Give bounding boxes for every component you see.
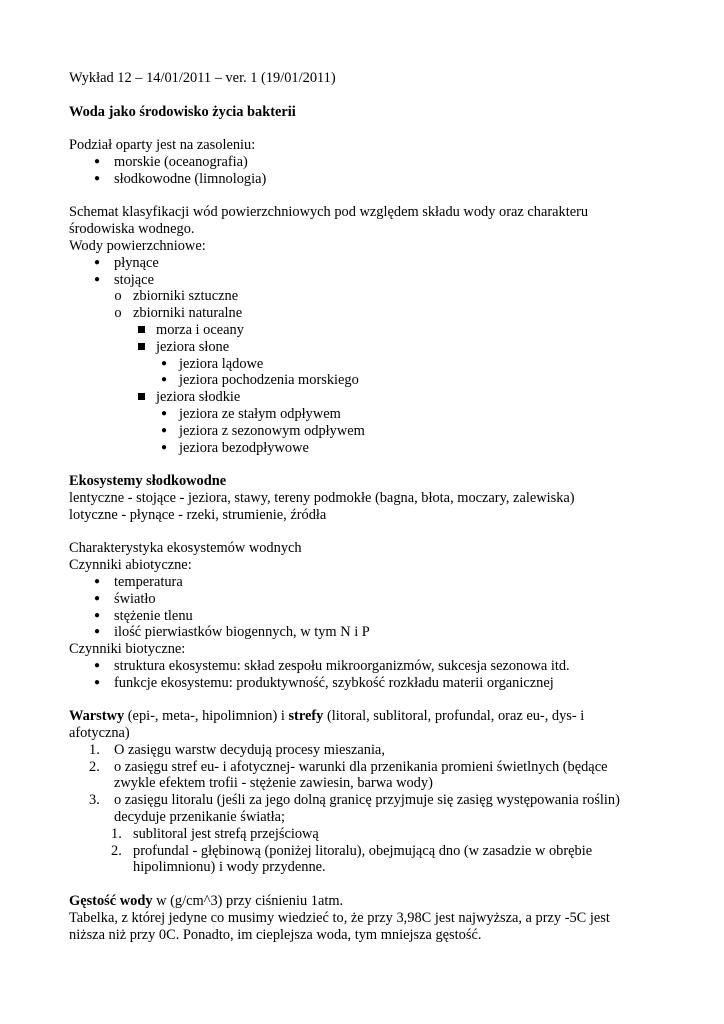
- list-item: morza i oceany: [69, 322, 639, 339]
- salt-lakes-list: [69, 356, 639, 390]
- ecosystems-title: Ekosystemy słodkowodne: [69, 473, 227, 490]
- square-bullet-icon: [133, 322, 149, 339]
- square-bullet-icon: [133, 389, 149, 406]
- list-item: ● temperatura: [69, 574, 639, 591]
- natural-reservoirs-list: [69, 322, 639, 356]
- fresh-lakes-heading-list: [69, 389, 639, 406]
- division-intro: Podział oparty jest na zasoleniu:: [69, 137, 256, 154]
- layers-sub-list: [69, 826, 639, 876]
- water-types-list: [69, 255, 639, 289]
- list-item: ● jeziora lądowe: [69, 356, 639, 373]
- bullet-icon: ●: [93, 676, 101, 688]
- list-item: ● jeziora ze stałym odpływem: [69, 406, 639, 423]
- list-item: jeziora słone: [69, 339, 639, 356]
- abiotic-label: Czynniki abiotyczne:: [69, 557, 192, 574]
- layers-list: [69, 742, 639, 826]
- schema-label: Wody powierzchniowe:: [69, 237, 206, 254]
- list-item: ● płynące: [69, 255, 639, 272]
- list-item: 3. o zasięgu litoralu (jeśli za jego dolną granicę przyjmuje się zasięg występowania roślin) decyduje przenikanie światła;: [89, 792, 620, 826]
- bullet-icon: ●: [160, 374, 168, 386]
- list-item: 1. sublitoral jest strefą przejściową: [111, 825, 319, 842]
- document-title: Woda jako środowisko życia bakterii: [69, 103, 296, 120]
- bullet-icon: ●: [93, 609, 101, 621]
- bullet-icon: ●: [93, 626, 101, 638]
- lentic-line: lentyczne - stojące - jeziora, stawy, tereny podmokłe (bagna, błota, moczary, zalewiska): [69, 489, 575, 506]
- bullet-icon: ●: [93, 659, 101, 671]
- list-item: jeziora słodkie: [69, 389, 639, 406]
- reservoirs-list: [69, 288, 639, 322]
- characteristics-title: Charakterystyka ekosystemów wodnych: [69, 540, 302, 557]
- list-number: 2.: [89, 758, 100, 775]
- list-item: ● jeziora bezodpływowe: [69, 440, 639, 457]
- list-item: 2. profundal - głębinową (poniżej litoralu), obejmującą dno (w zasadzie w obrębie hipolimnionu) i wody przydenne.: [111, 842, 593, 876]
- schema-intro: Schemat klasyfikacji wód powierzchniowych pod względem składu wody oraz charakteru środowiska wodnego.: [69, 204, 589, 238]
- density-text: Tabelka, z której jedyne co musimy wiedzieć to, że przy 3,98C jest najwyższa, a przy -5C jest niższa niż przy 0C. Ponadto, im cieplejsza woda, tym mniejsza gęstość.: [69, 909, 610, 943]
- bullet-icon: ●: [160, 407, 168, 419]
- list-item: ● ilość pierwiastków biogennych, w tym N i P: [69, 624, 639, 641]
- list-item: ● światło: [69, 591, 639, 608]
- list-item: ● jeziora z sezonowym odpływem: [69, 423, 639, 440]
- circle-bullet-icon: o: [114, 305, 122, 322]
- bullet-icon: ●: [93, 592, 101, 604]
- list-item: ● słodkowodne (limnologia): [69, 171, 639, 188]
- document-page: [69, 70, 639, 943]
- bullet-icon: ●: [160, 441, 168, 453]
- lotic-line: lotyczne - płynące - rzeki, strumienie, źródła: [69, 506, 327, 523]
- list-item: ● funkcje ekosystemu: produktywność, szybkość rozkładu materii organicznej: [69, 675, 639, 692]
- list-item: 2. o zasięgu stref eu- i afotycznej- warunki dla przenikania promieni świetlnych (będące zwykle efektem trofii - stężenie zawiesin, barwa wody): [89, 758, 608, 792]
- division-list: [69, 154, 639, 188]
- circle-bullet-icon: o: [114, 288, 122, 305]
- list-item: o zbiorniki naturalne: [69, 305, 639, 322]
- list-number: 1.: [89, 741, 100, 758]
- list-item: ● morskie (oceanografia): [69, 154, 639, 171]
- bullet-icon: ●: [93, 273, 101, 285]
- layers-intro: Warstwy (epi-, meta-, hipolimnion) i strefy (litoral, sublitoral, profundal, oraz eu-, dys- i afotyczna): [69, 708, 585, 742]
- bullet-icon: ●: [93, 172, 101, 184]
- list-item: ● stężenie tlenu: [69, 608, 639, 625]
- bullet-icon: ●: [93, 256, 101, 268]
- list-item: ● struktura ekosystemu: skład zespołu mikroorganizmów, sukcesja sezonowa itd.: [69, 658, 639, 675]
- list-item: ● jeziora pochodzenia morskiego: [69, 372, 639, 389]
- list-number: 2.: [111, 842, 122, 859]
- square-bullet-icon: [133, 339, 149, 356]
- list-number: 3.: [89, 792, 100, 809]
- list-item: ● stojące: [69, 272, 639, 289]
- density-heading: Gęstość wody w (g/cm^3) przy ciśnieniu 1atm.: [69, 893, 344, 910]
- bullet-icon: ●: [160, 357, 168, 369]
- list-item: o zbiorniki sztuczne: [69, 288, 639, 305]
- fresh-lakes-list: [69, 406, 639, 456]
- bullet-icon: ●: [160, 424, 168, 436]
- list-item: 1. O zasięgu warstw decydują procesy mieszania,: [89, 741, 385, 758]
- biotic-list: [69, 658, 639, 692]
- abiotic-list: [69, 574, 639, 641]
- bullet-icon: ●: [93, 155, 101, 167]
- list-number: 1.: [111, 825, 122, 842]
- bullet-icon: ●: [93, 575, 101, 587]
- lecture-header: Wykład 12 – 14/01/2011 – ver. 1 (19/01/2011): [69, 70, 336, 86]
- biotic-label: Czynniki biotyczne:: [69, 641, 186, 658]
